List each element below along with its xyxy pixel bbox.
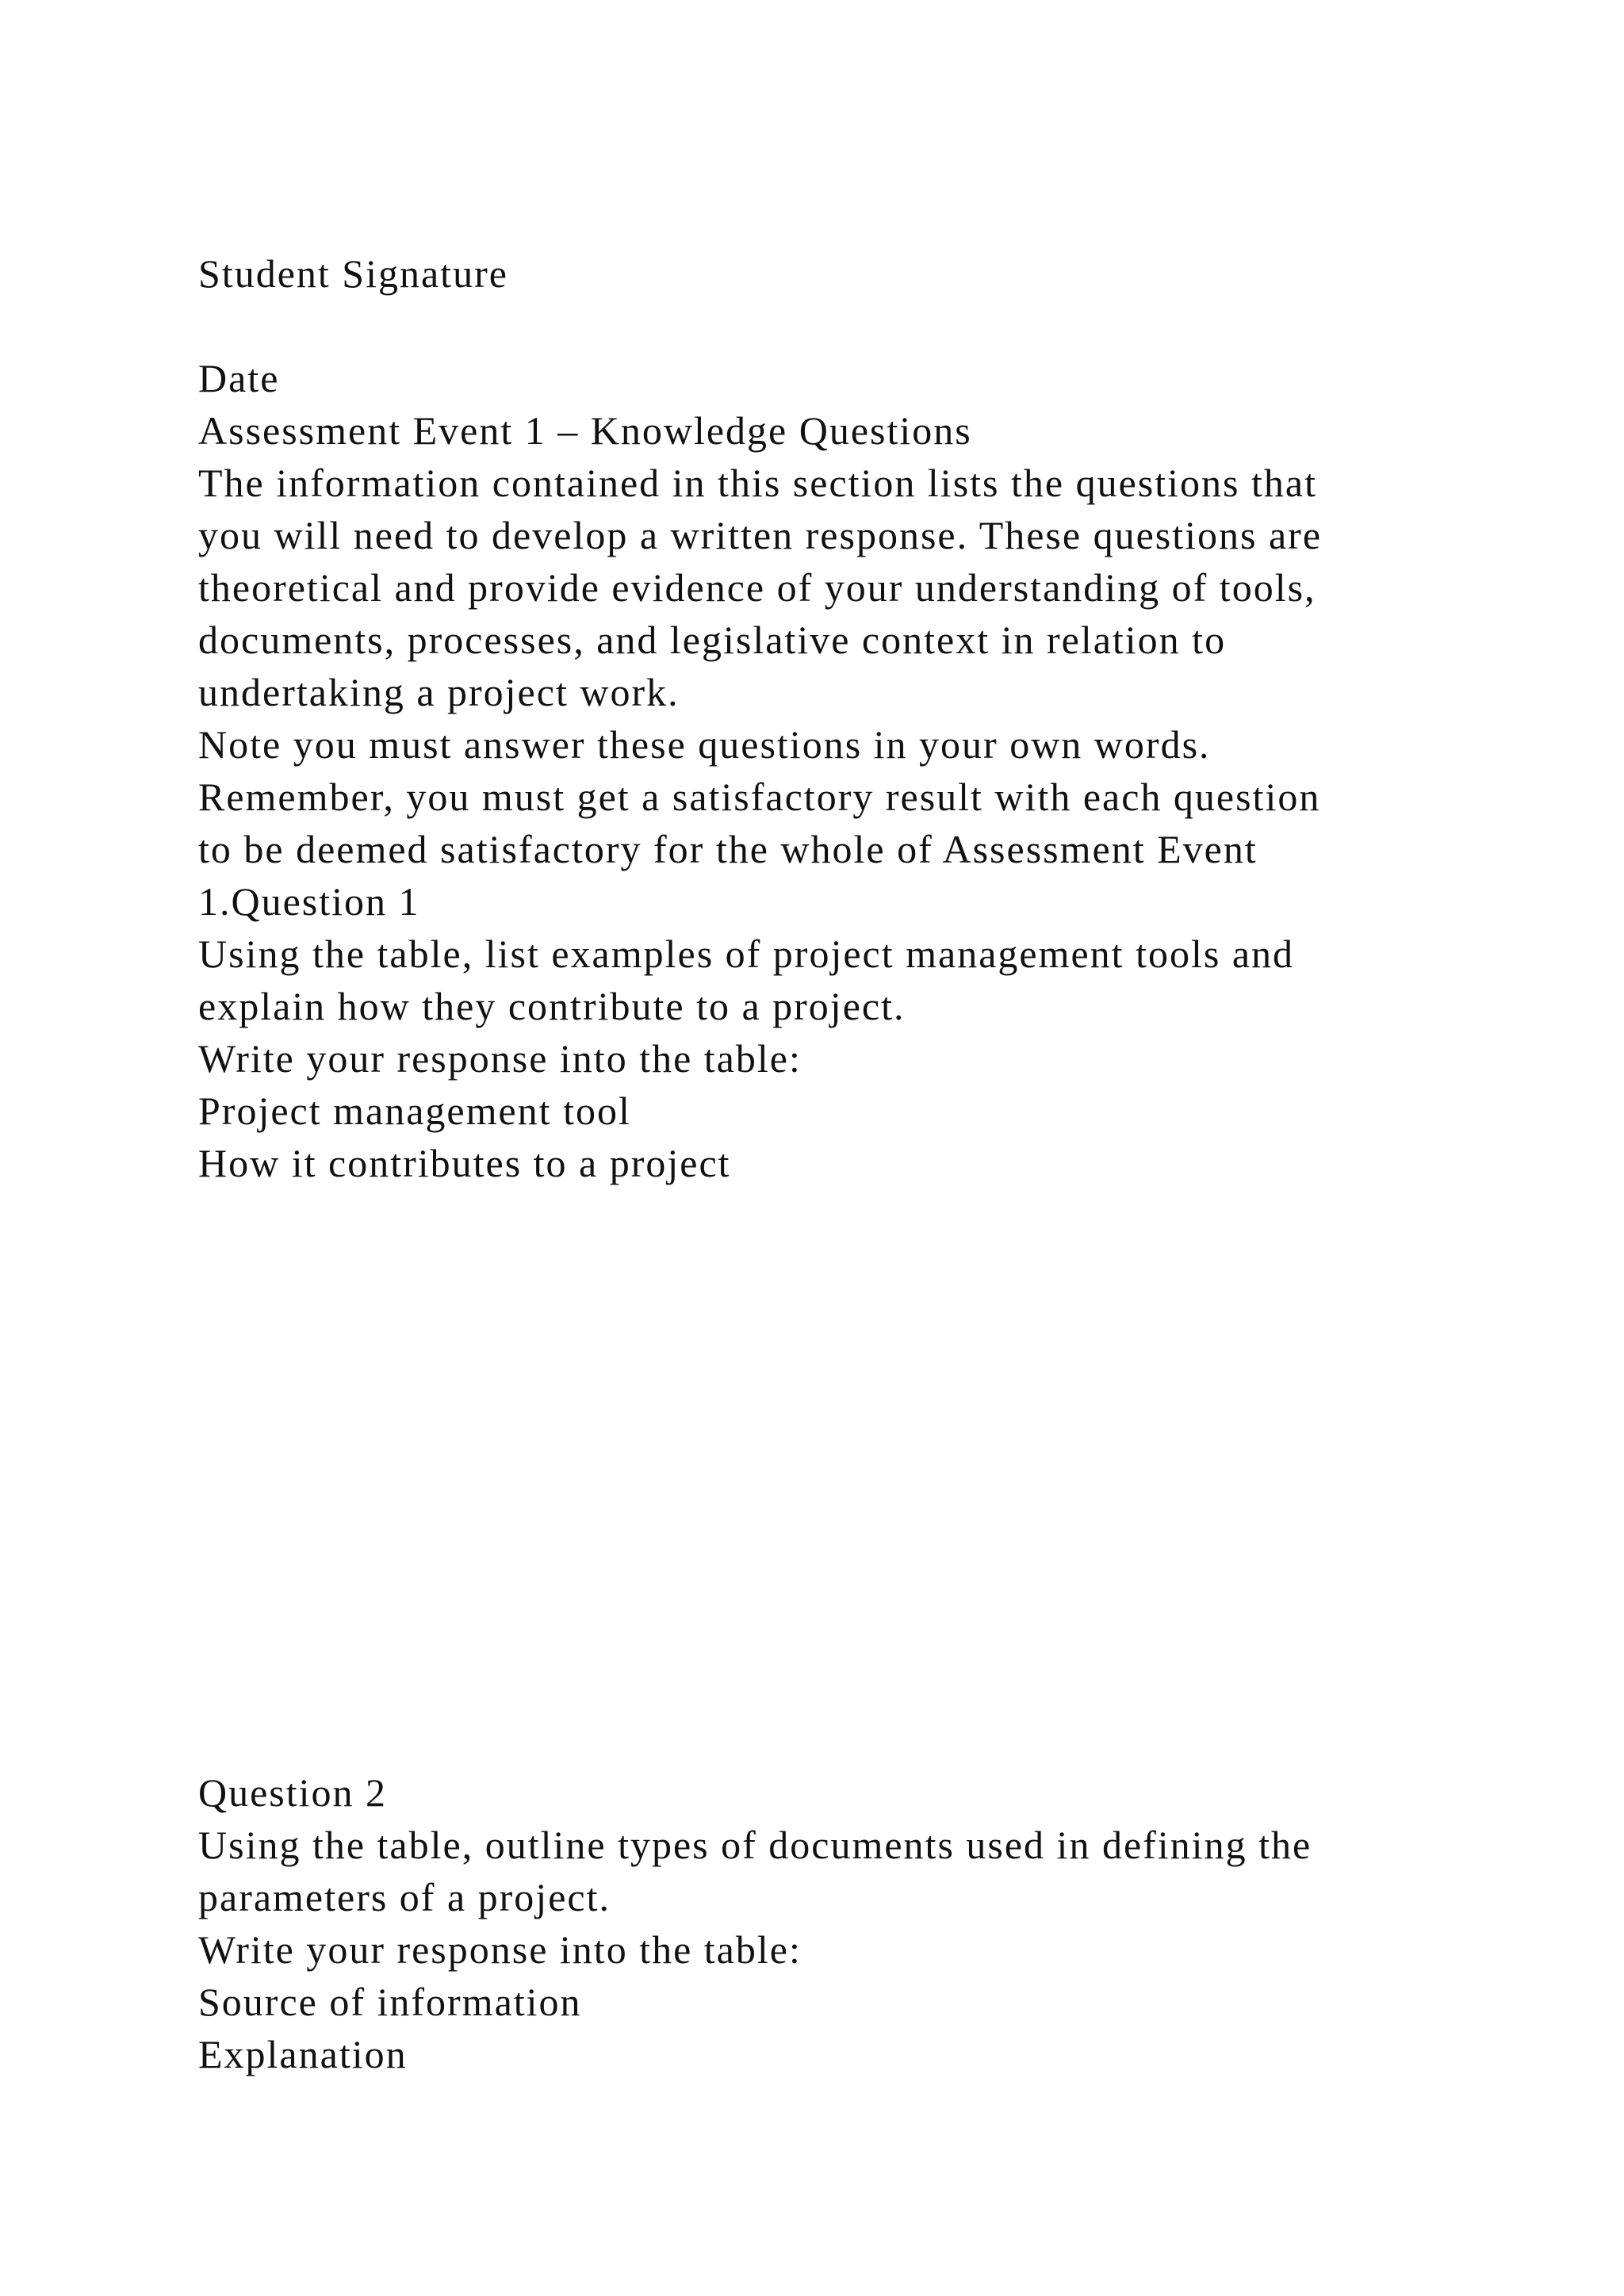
q1-prompt-line-1: Using the table, list examples of project management tools and xyxy=(198,932,1295,976)
q2-table-header-source: Source of information xyxy=(198,1980,582,2024)
remember-line-1: Remember, you must get a satisfactory result with each question xyxy=(198,775,1321,819)
intro-line-2: you will need to develop a written response. These questions are xyxy=(198,513,1323,557)
date-label: Date xyxy=(198,356,280,400)
intro-line-5: undertaking a project work. xyxy=(198,670,680,714)
q1-prompt-line-2: explain how they contribute to a project. xyxy=(198,984,906,1028)
q2-title: Question 2 xyxy=(198,1770,388,1815)
intro-line-3: theoretical and provide evidence of your understanding of tools, xyxy=(198,565,1316,610)
q2-prompt-line-1: Using the table, outline types of documents used in defining the xyxy=(198,1823,1312,1867)
q2-table-header-explanation: Explanation xyxy=(198,2032,408,2076)
q2-prompt-line-2: parameters of a project. xyxy=(198,1875,611,1919)
section-heading: Assessment Event 1 – Knowledge Questions xyxy=(198,408,972,453)
remember-line-3: 1.Question 1 xyxy=(198,879,420,924)
note-line: Note you must answer these questions in your own words. xyxy=(198,722,1211,767)
q1-instruction: Write your response into the table: xyxy=(198,1036,802,1081)
signature-label: Student Signature xyxy=(198,251,508,296)
remember-line-2: to be deemed satisfactory for the whole of Assessment Event xyxy=(198,827,1258,871)
q2-instruction: Write your response into the table: xyxy=(198,1927,802,1972)
intro-line-4: documents, processes, and legislative context in relation to xyxy=(198,618,1227,662)
q1-table-header-contribution: How it contributes to a project xyxy=(198,1141,731,1185)
q1-table-header-tool: Project management tool xyxy=(198,1089,631,1133)
intro-line-1: The information contained in this section lists the questions that xyxy=(198,461,1317,505)
